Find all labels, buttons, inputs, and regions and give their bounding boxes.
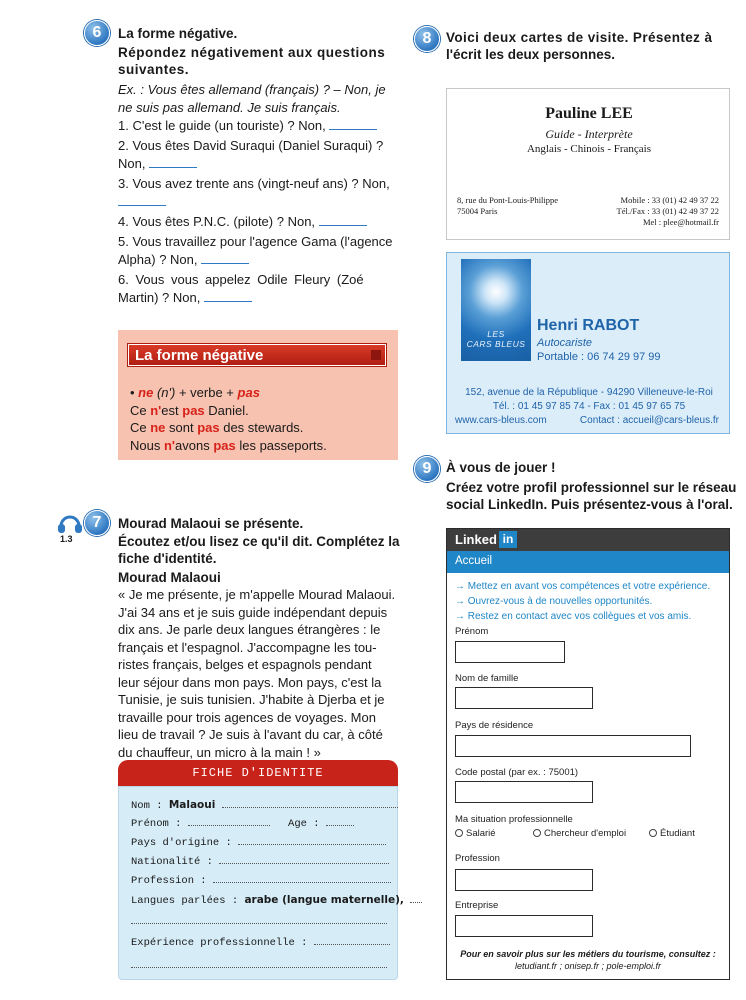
prenom-input[interactable] xyxy=(455,641,565,663)
nationalite-label: Nationalité : xyxy=(131,856,213,868)
card1-mobile: Mobile : 33 (01) 42 49 37 22 xyxy=(620,195,719,205)
headphones-icon[interactable] xyxy=(56,512,84,534)
nom-value: Malaoui xyxy=(168,799,216,811)
business-card-henri xyxy=(446,252,730,434)
langues-value: arabe (langue maternelle), xyxy=(244,894,404,906)
text-line: travaille pour trois agences de voyages. Mon xyxy=(118,709,376,725)
profession-label: Profession : xyxy=(131,875,207,887)
card2-tel: Tél. : 01 45 97 85 74 - Fax : 01 45 97 65 75 xyxy=(492,401,686,412)
row-pays xyxy=(131,837,386,849)
exercise-7-instruction-2: fiche d'identité. xyxy=(118,551,217,566)
exercise-6-item-5-cont xyxy=(118,250,249,269)
exercise-6-item-1 xyxy=(118,116,377,135)
ex-a: Ce xyxy=(130,420,151,435)
rule-n: (n') xyxy=(156,385,176,400)
prenom-line[interactable] xyxy=(188,824,270,826)
ex-c: Daniel. xyxy=(204,402,249,418)
profession-line[interactable] xyxy=(213,881,391,883)
nav-accueil[interactable]: Accueil xyxy=(455,555,493,567)
cars-bleus-logo xyxy=(461,259,531,361)
text-line: « Je me présente, je m'appelle Mourad Malaoui. xyxy=(118,587,396,602)
ex-pas: pas xyxy=(182,402,205,418)
grammar-corner-icon xyxy=(371,350,381,360)
nom-line[interactable] xyxy=(222,806,398,808)
grammar-example-1 xyxy=(130,402,327,420)
radio-circle-icon xyxy=(533,829,541,837)
answer-line-2[interactable] xyxy=(149,167,197,168)
exercise-6-item-6 xyxy=(118,270,364,289)
ex-b: sont xyxy=(165,420,198,435)
exercise-6-item-2 xyxy=(118,136,383,155)
grammar-example-2 xyxy=(130,419,327,437)
exercise-7-text xyxy=(118,586,403,761)
exercise-6-item-6-cont xyxy=(118,288,252,307)
ex-pas: pas xyxy=(213,437,236,453)
experience-line-2[interactable] xyxy=(131,967,387,968)
exercise-8-title-2: l'écrit les deux personnes. xyxy=(446,47,616,62)
row-nom xyxy=(131,799,398,812)
item-2-text-cont: Non, xyxy=(118,156,146,171)
card1-role: Guide - Interprète xyxy=(545,127,633,141)
linkedin-profile-form xyxy=(446,528,730,980)
card1-languages: Anglais - Chinois - Français xyxy=(526,143,652,155)
item-6-text: 6. Vous vous appelez Odile Fleury (Zoé xyxy=(118,272,364,287)
answer-line-3[interactable] xyxy=(118,205,166,206)
row-langues xyxy=(131,894,422,907)
linkedin-nav-bar xyxy=(447,551,729,573)
entreprise-input[interactable] xyxy=(455,915,593,937)
profession-input[interactable] xyxy=(455,869,593,891)
ex-c: des stewards. xyxy=(219,420,304,435)
pays-line[interactable] xyxy=(238,843,386,845)
code-postal-label: Code postal (par ex. : 75001) xyxy=(455,767,579,778)
text-line: du chauffeur, un micro à la main ! » xyxy=(118,744,321,760)
code-postal-input[interactable] xyxy=(455,781,593,803)
radio-salarie[interactable] xyxy=(455,828,496,839)
exercise-7-badge: 7 xyxy=(84,510,110,536)
card1-address-1: 8, rue du Pont-Louis-Philippe xyxy=(457,195,559,205)
answer-line-6[interactable] xyxy=(204,301,252,302)
ex-b: avons xyxy=(175,437,214,453)
logo-text xyxy=(461,329,531,349)
nom-label: Nom de famille xyxy=(455,673,519,684)
linkedin-footer-links[interactable]: letudiant.fr ; onisep.fr ; pole-emploi.fr xyxy=(514,961,662,971)
exercise-8-title-1: Voici deux cartes de visite. Présentez à xyxy=(446,30,713,45)
ex-a: Nous xyxy=(130,437,164,453)
text-line: Tunisie, je suis tunisien. J'habite à Djerba et je xyxy=(118,692,385,707)
rule-ne: ne xyxy=(138,385,154,400)
business-card-pauline xyxy=(446,88,730,240)
grammar-box-title xyxy=(128,344,386,366)
exercise-6-item-3 xyxy=(118,174,390,193)
logo-text-1: LES xyxy=(487,329,505,339)
exercise-6-item-2-cont xyxy=(118,154,197,173)
radio-etudiant[interactable] xyxy=(649,828,695,839)
pays-input[interactable] xyxy=(455,735,691,757)
radio-salarie-label: Salarié xyxy=(466,828,496,839)
linkedin-in-logo: in xyxy=(499,531,517,548)
item-6-text-cont: Martin) ? Non, xyxy=(118,290,201,305)
item-5-text: 5. Vous travaillez pour l'agence Gama (l'agence xyxy=(118,234,393,249)
text-line: J'ai 34 ans et je suis guide indépendant depuis xyxy=(118,604,388,620)
text-line: dix ans. Je parle deux langues étrangères : le xyxy=(118,622,381,637)
exercise-7-title: Mourad Malaoui se présente. xyxy=(118,516,304,531)
rule-pas: pas xyxy=(237,385,260,400)
exercise-6-badge: 6 xyxy=(84,20,110,46)
linkedin-footer-note: Pour en savoir plus sur les métiers du tourisme, consultez : xyxy=(460,949,716,959)
exercise-6-example-line-2: ne suis pas allemand. Je suis français. xyxy=(118,100,341,115)
experience-line[interactable] xyxy=(314,943,390,945)
linkedin-header xyxy=(447,529,729,551)
radio-circle-icon xyxy=(455,829,463,837)
exercise-9-title: À vous de jouer ! xyxy=(446,460,556,475)
grammar-rule: • ne (n') + verbe + pas xyxy=(130,385,260,400)
exercise-8-badge: 8 xyxy=(414,26,440,52)
text-line: français et l'espagnol. J'accompagne les tou- xyxy=(118,639,377,655)
card1-address xyxy=(457,195,558,217)
item-2-text: 2. Vous êtes David Suraqui (Daniel Suraqui) ? xyxy=(118,138,384,153)
exercise-6-item-5 xyxy=(118,232,393,251)
card2-role: Autocariste xyxy=(537,337,593,349)
card2-name: Henri RABOT xyxy=(537,317,640,334)
text-line: ristes français, belges et espagnols pendant xyxy=(118,657,372,672)
answer-line-5[interactable] xyxy=(201,263,249,264)
exercise-7-instruction-1: Écoutez et/ou lisez ce qu'il dit. Complétez la xyxy=(118,534,400,549)
rule-mid: + verbe + xyxy=(178,385,234,400)
nom-input[interactable] xyxy=(455,687,593,709)
row-nationalite xyxy=(131,856,389,868)
exercise-6-example-line-1: Ex. : Vous êtes allemand (français) ? – Non, je xyxy=(118,82,386,97)
text-line: leur séjour dans mon pays. Mon pays, c'est la xyxy=(118,674,382,690)
ex-c: les passeports. xyxy=(235,437,327,453)
identity-form xyxy=(118,760,404,980)
identity-form-title: FICHE D'IDENTITE xyxy=(118,760,398,786)
situation-label: Ma situation professionnelle xyxy=(455,814,573,825)
exercise-7-speaker: Mourad Malaoui xyxy=(118,570,221,585)
nom-label: Nom : xyxy=(131,800,163,812)
langues-line-2[interactable] xyxy=(131,923,387,924)
card2-address: 152, avenue de la République - 94290 Villeneuve-le-Roi xyxy=(465,387,713,398)
grammar-box xyxy=(118,330,398,460)
radio-chercheur-label: Chercheur d'emploi xyxy=(544,828,627,839)
langues-label: Langues parlées : xyxy=(131,895,239,907)
ex-ne: n' xyxy=(163,437,176,453)
grammar-title-text: La forme négative xyxy=(135,347,264,364)
audio-track-number: 1.3 xyxy=(60,534,73,544)
card1-address-2: 75004 Paris xyxy=(457,206,498,216)
identity-form-body xyxy=(118,786,404,980)
profession-label: Profession xyxy=(455,853,500,864)
item-1-text: 1. C'est le guide (un touriste) ? Non, xyxy=(118,118,326,133)
text-line: lieu de travail ? Je suis à l'avant du car, à côté xyxy=(118,727,383,742)
benefit-item: → Mettez en avant vos compétences et votre expérience. xyxy=(455,581,711,592)
linkedin-benefits xyxy=(455,579,710,624)
item-4-text: 4. Vous êtes P.N.C. (pilote) ? Non, xyxy=(118,214,316,229)
answer-line-1[interactable] xyxy=(329,129,377,130)
prenom-label: Prénom xyxy=(455,626,489,637)
card1-contact xyxy=(617,195,719,228)
radio-chercheur[interactable] xyxy=(533,828,626,839)
exercise-9-instruction-1: Créez votre profil professionnel sur le réseau xyxy=(446,480,737,495)
ex-pas: pas xyxy=(197,420,220,435)
ex-b: est xyxy=(161,402,183,418)
card1-name: Pauline LEE xyxy=(545,105,633,122)
radio-circle-icon xyxy=(649,829,657,837)
exercise-6-title: La forme négative. xyxy=(118,26,238,41)
exercise-9-instruction-2: social LinkedIn. Puis présentez-vous à l'oral. xyxy=(446,497,733,512)
pays-label: Pays d'origine : xyxy=(131,837,232,849)
item-3-text: 3. Vous avez trente ans (vingt-neuf ans) ? Non, xyxy=(118,176,390,191)
exercise-6-item-4 xyxy=(118,212,367,231)
card1-mail: Mel : plee@hotmail.fr xyxy=(642,217,719,227)
row-profession xyxy=(131,875,391,887)
age-label: Age : xyxy=(288,818,320,830)
card2-phone: Portable : 06 74 29 97 99 xyxy=(537,351,661,363)
item-5-text-cont: Alpha) ? Non, xyxy=(118,252,198,267)
ex-a: Ce xyxy=(130,402,151,418)
prenom-label: Prénom : xyxy=(131,818,182,830)
pays-label: Pays de résidence xyxy=(455,720,534,731)
row-experience xyxy=(131,937,390,949)
age-line[interactable] xyxy=(326,824,354,826)
benefit-item: → Ouvrez-vous à de nouvelles opportunités. xyxy=(455,596,653,607)
ex-ne: ne xyxy=(150,420,166,435)
card2-contact-email[interactable]: Contact : accueil@cars-bleus.fr xyxy=(579,415,719,426)
nationalite-line[interactable] xyxy=(219,862,389,864)
linkedin-brand: Linked xyxy=(455,532,497,547)
langues-line[interactable] xyxy=(410,901,422,903)
benefit-item: → Restez en contact avec vos collègues et vos amis. xyxy=(455,611,692,622)
answer-line-4[interactable] xyxy=(319,225,367,226)
exercise-9-badge: 9 xyxy=(414,456,440,482)
entreprise-label: Entreprise xyxy=(455,900,499,911)
experience-label: Expérience professionnelle : xyxy=(131,937,308,949)
ex-ne: n' xyxy=(150,402,162,418)
radio-etudiant-label: Étudiant xyxy=(660,828,695,839)
card2-website[interactable]: www.cars-bleus.com xyxy=(455,415,547,426)
grammar-example-3 xyxy=(130,437,327,455)
exercise-6-instruction: Répondez négativement aux questions suivantes. xyxy=(118,45,386,77)
grammar-rules xyxy=(130,384,327,454)
row-prenom xyxy=(131,818,354,830)
card1-telfax: Tél./Fax : 33 (01) 42 49 37 22 xyxy=(616,206,719,216)
logo-text-2: CARS BLEUS xyxy=(466,339,526,349)
